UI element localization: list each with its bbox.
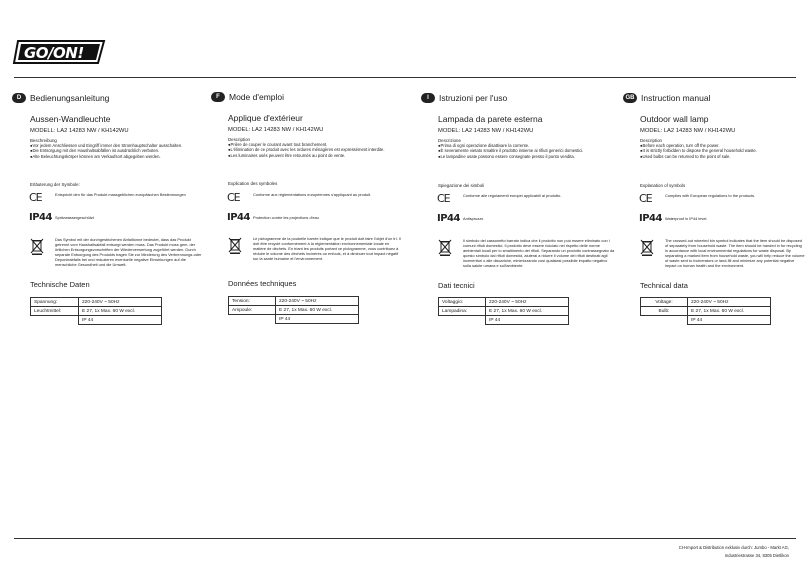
lang-badge: D [12, 93, 26, 103]
table-cell-value: IP 44 [486, 316, 569, 325]
distributor-line: CH-Import & Distribution exklusiv durch: Jumbo - Markt AG, [678, 545, 789, 550]
distributor-info [679, 544, 789, 560]
bin-description: Das Symbol mit der durchgestrichenen Abfalltonne bedeutet, dass das Produkt getrennt vom Haushaltsabfall entsorgt werden muss. Das Produkt muss gem. der örtlichen Entsorgungsvorschriften der Wiederverwertung zugeführt werden. Durch separate Entsorgung des Produkts tragen Sie zur Minderung des Verbrennungs-oder Deponieabfalls bei und reduzieren eventuelle negative Einwirkungen auf die menschliche Gesundheit und die Umwelt. [55, 237, 202, 267]
ip44-row [227, 212, 393, 224]
table-cell-label [31, 316, 79, 325]
lang-badge: GB [623, 93, 637, 103]
tech-table [228, 296, 359, 324]
lang-heading: Istruzioni per l'uso [439, 93, 508, 103]
go-on-logo [12, 37, 106, 67]
table-cell-label: Lampadina: [439, 307, 486, 316]
instruction-list [438, 143, 597, 159]
table-cell-value: 220-240V ~ 50Hz [276, 297, 359, 306]
lang-heading: Mode d'emploi [229, 92, 285, 102]
instruction-list [640, 143, 799, 159]
table-row [31, 298, 162, 307]
ce-mark-icon: CE [437, 192, 450, 205]
bin-description: The crossed-out wheeled bin symbol indicates that the item should be disposed of separately from household waste. The item should be handed in for recycling in accordance with local environmental regulations for waste disposal. By separating a marked item from household waste, you will help reduce the volume of waste sent to incinerators or land-fill and minimize any potential negative impact on human health and the environment. [665, 238, 805, 268]
table-cell-value: E 27, 1x Max. 60 W excl. [688, 307, 771, 316]
table-row [31, 307, 162, 316]
tech-table [438, 297, 569, 325]
description-label: Description [640, 138, 662, 143]
lang-badge: I [421, 93, 435, 103]
crossed-bin-icon [29, 237, 55, 260]
column-gb [623, 92, 799, 159]
bin-description: Le pictogramme de la poubelle barrée indique que le produit doit faire l'objet d'un tri. Il doit être recyclé conformément à la réglementation environnementale locale en matière de déchets. En triant les produits portant ce pictogramme, vous contribuez à réduire le volume des déchets incinérés ou enfouis, et à diminuer tout impact négatif sur la santé humaine et l'environnement. [253, 236, 401, 261]
model-number: MODEL: LA2 14283 NW / KH142WU [228, 127, 324, 133]
table-cell-label: Spannung: [31, 298, 79, 307]
column-it [421, 92, 597, 159]
ce-description: Conforme alle regolamenti europei applicabili al prodotto. [463, 193, 562, 198]
tech-table [640, 297, 771, 325]
bottom-rule [14, 538, 796, 539]
symbols-label: Erläuterung der Symbole: [30, 182, 80, 187]
tech-title: Technical data [640, 281, 688, 290]
tech-title: Données techniques [228, 279, 297, 288]
lang-badge: F [211, 92, 225, 102]
tech-title: Technische Daten [30, 280, 90, 289]
table-row [439, 316, 569, 325]
product-title: Applique d'extérieur [228, 113, 303, 123]
bin-row [437, 238, 615, 268]
bin-description: Il simbolo del cassonetto barrato indica che il prodotto non può essere eliminato con i comuni rifiuti domestici. Il prodotto deve essere riciclato nel rispetto delle norme ambientali locali per lo smaltimento dei rifiuti. Separando un prodotto contrassegnato da questo simbolo dai rifiuti domestici, aiuterai a ridurre il volume dei rifiuti destinati agli inceneritori o alle discariche, minimizzando così qualsiasi possibile impatto negativo sulla salute umana e sull'ambiente. [463, 238, 615, 268]
symbols-label: Explanation of symbols [640, 183, 686, 188]
product-title: Aussen-Wandleuchte [30, 114, 111, 124]
list-item: ●Prima di ogni operazione disattivare la corrente. [438, 143, 530, 148]
bin-row [227, 236, 403, 261]
list-item: ●L'élimination de ce produit avec les ordures ménagères est expressément interdite. [228, 147, 385, 153]
table-cell-label [641, 316, 688, 325]
list-item: ●È severamente vietato smaltire il prodotto insieme ai rifiuti generici domestici. [438, 148, 584, 154]
crossed-bin-icon [437, 238, 463, 261]
table-cell-value: 220-240V ~ 50Hz [688, 298, 771, 307]
description-label: Beschreibung [30, 138, 57, 143]
ce-row [227, 192, 393, 203]
ip44-icon: IP44 [639, 213, 662, 224]
list-item: ●Prière de couper le courant avant tout branchement. [228, 142, 328, 147]
ce-description: Conforme aux réglementations européennes s'appliquant au produit. [253, 192, 372, 197]
ip44-description: Waterproof in IP44 level. [665, 216, 708, 221]
ce-mark-icon: CE [227, 191, 240, 204]
table-row [229, 306, 359, 315]
description-label: Description [228, 137, 250, 142]
list-item: ●Le lampadine usate possono essere consegnate presso il punto vendita. [438, 153, 575, 159]
list-item: ●Before each operation, turn off the power. [640, 143, 720, 148]
table-cell-value: IP 44 [276, 315, 359, 324]
table-row [229, 297, 359, 306]
table-cell-value: IP 44 [79, 316, 162, 325]
list-item: ●Used bulbs can be returned to the point of sale. [640, 153, 731, 159]
bin-row [29, 237, 203, 267]
ce-row [29, 192, 195, 203]
table-row [31, 316, 162, 325]
list-item: ●It is strictly forbidden to dispose the general household waste. [640, 148, 757, 154]
list-item: ●Vor jedem Anschliessen und Eingriff immer den Stromhauptschalter ausschalten. [30, 143, 183, 148]
lang-heading: Bedienungsanleitung [30, 93, 110, 103]
instruction-list [228, 142, 387, 158]
ip44-icon: IP44 [227, 212, 250, 223]
ce-description: Entspricht den für das Produkt massgeblichen europäischen Bestimmungen [55, 192, 186, 197]
product-title: Outdoor wall lamp [640, 114, 709, 124]
table-cell-label: Voltage: [641, 298, 688, 307]
ip44-description: Spritzwassergeschützt [55, 215, 94, 220]
tech-table [30, 297, 162, 325]
tech-title: Dati tecnici [438, 281, 475, 290]
column-de [12, 92, 188, 159]
table-cell-label: Tension: [229, 297, 276, 306]
table-cell-value: E 27, 1x Max. 60 W excl. [79, 307, 162, 316]
table-row [229, 315, 359, 324]
instruction-list [30, 143, 188, 159]
table-cell-value: E 27, 1x Max. 60 W excl. [486, 307, 569, 316]
ce-row [437, 193, 603, 204]
product-title: Lampada da parete esterna [438, 114, 543, 124]
crossed-bin-icon [639, 238, 665, 261]
symbols-label: Explication des symboles [228, 181, 278, 186]
table-row [641, 298, 771, 307]
table-cell-label [229, 315, 276, 324]
table-cell-label: Ampoule: [229, 306, 276, 315]
list-item: ●Les luminaires usés peuvent être retournés au point de vente. [228, 152, 346, 158]
table-cell-label: Voltaggio: [439, 298, 486, 307]
model-number: MODEL: LA2 14283 NW / KH142WU [438, 128, 534, 134]
model-number: MODELL: LA2 14283 NW / KH142WU [30, 128, 129, 134]
ip44-row [29, 212, 195, 224]
ip44-row [437, 213, 603, 225]
table-cell-label: Bulb: [641, 307, 688, 316]
ip44-description: Antispruzzo [463, 216, 484, 221]
ip44-description: Protection contre les projections d'eau [253, 215, 319, 220]
table-cell-value: 220-240V ~ 50Hz [79, 298, 162, 307]
crossed-bin-icon [227, 236, 253, 259]
ce-mark-icon: CE [29, 191, 42, 204]
table-row [641, 307, 771, 316]
table-cell-value: IP 44 [688, 316, 771, 325]
table-row [439, 307, 569, 316]
table-cell-label: Leuchtmittel: [31, 307, 79, 316]
bin-row [639, 238, 805, 268]
description-label: Descrizione [438, 138, 461, 143]
top-rule [14, 77, 796, 78]
svg-text:GO/ON!: GO/ON! [24, 44, 84, 62]
symbols-label: Spiegazione dei simboli [438, 183, 485, 188]
column-fr [211, 91, 387, 158]
table-cell-label [439, 316, 486, 325]
model-number: MODEL: LA2 14283 NW / KH142WU [640, 128, 736, 134]
table-cell-value: E 27, 1x Max. 60 W excl. [276, 306, 359, 315]
ce-description: Complies with European regulations to the products. [665, 193, 756, 198]
ce-row [639, 193, 805, 204]
lang-heading: Instruction manual [641, 93, 711, 103]
ce-mark-icon: CE [639, 192, 652, 205]
table-cell-value: 220-240V ~ 50Hz [486, 298, 569, 307]
table-row [641, 316, 771, 325]
list-item: ●Alte Beleuchtungskörper können am Verkaufsort abgegeben werden. [30, 153, 161, 159]
list-item: ●Die Entsorgung mit den Haushaltsabfällen ist ausdrücklich verboten. [30, 148, 160, 154]
ip44-icon: IP44 [29, 212, 52, 223]
ip44-row [639, 213, 805, 225]
distributor-address: Industriestrasse 34, 8305 Dietlikon [724, 553, 789, 558]
ip44-icon: IP44 [437, 213, 460, 224]
table-row [439, 298, 569, 307]
